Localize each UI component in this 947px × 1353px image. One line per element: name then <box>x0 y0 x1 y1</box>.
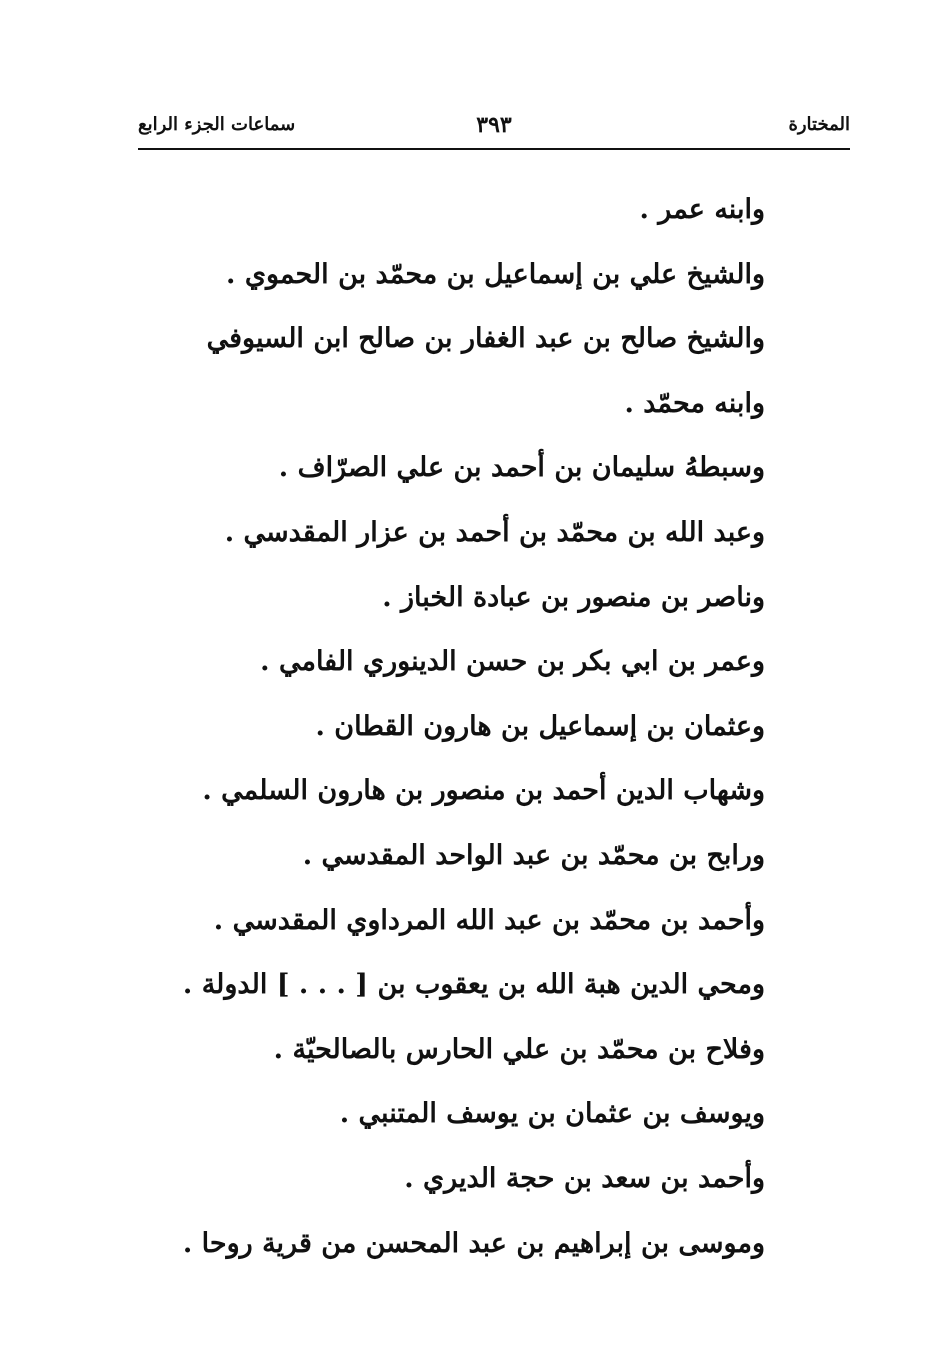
name-line: وفلاح بن محمّد بن علي الحارس بالصالحيّة . <box>273 1033 765 1065</box>
book-title: المختارة <box>788 114 850 135</box>
name-line: والشيخ صالح بن عبد الغفار بن صالح ابن السيوفي <box>206 323 765 355</box>
name-line: وأحمد بن محمّد بن عبد الله المرداوي المقدسي . <box>213 904 765 936</box>
name-line: وعثمان بن إسماعيل بن هارون القطان . <box>315 710 765 742</box>
name-line: وسبطهُ سليمان بن أحمد بن علي الصرّاف . <box>278 452 765 484</box>
name-line: والشيخ علي بن إسماعيل بن محمّد بن الحموي . <box>226 258 765 290</box>
name-line: وأحمد بن سعد بن حجة الديري . <box>404 1162 765 1194</box>
page-number: ٣٩٣ <box>476 112 512 138</box>
header-divider <box>138 148 850 150</box>
name-line: وموسى بن إبراهيم بن عبد المحسن من قرية روحا . <box>182 1227 765 1259</box>
section-title: سماعات الجزء الرابع <box>138 114 296 135</box>
name-line: وابنه عمر . <box>639 194 765 225</box>
name-line: وعمر بن ابي بكر بن حسن الدينوري الفامي . <box>260 646 765 678</box>
names-list <box>182 178 765 1276</box>
name-line: وابنه محمّد . <box>624 387 765 419</box>
name-line: ورابح بن محمّد بن عبد الواحد المقدسي . <box>302 839 765 871</box>
name-line: ويوسف بن عثمان بن يوسف المتنبي . <box>339 1098 765 1130</box>
name-line: ومحي الدين هبة الله بن يعقوب بن [ . . . ] الدولة . <box>182 969 765 1001</box>
name-line: وشهاب الدين أحمد بن منصور بن هارون السلمي . <box>202 775 765 807</box>
name-line: وعبد الله بن محمّد بن أحمد بن عزار المقدسي . <box>224 516 765 548</box>
name-line: وناصر بن منصور بن عبادة الخباز . <box>382 581 765 613</box>
page-header <box>138 108 850 144</box>
